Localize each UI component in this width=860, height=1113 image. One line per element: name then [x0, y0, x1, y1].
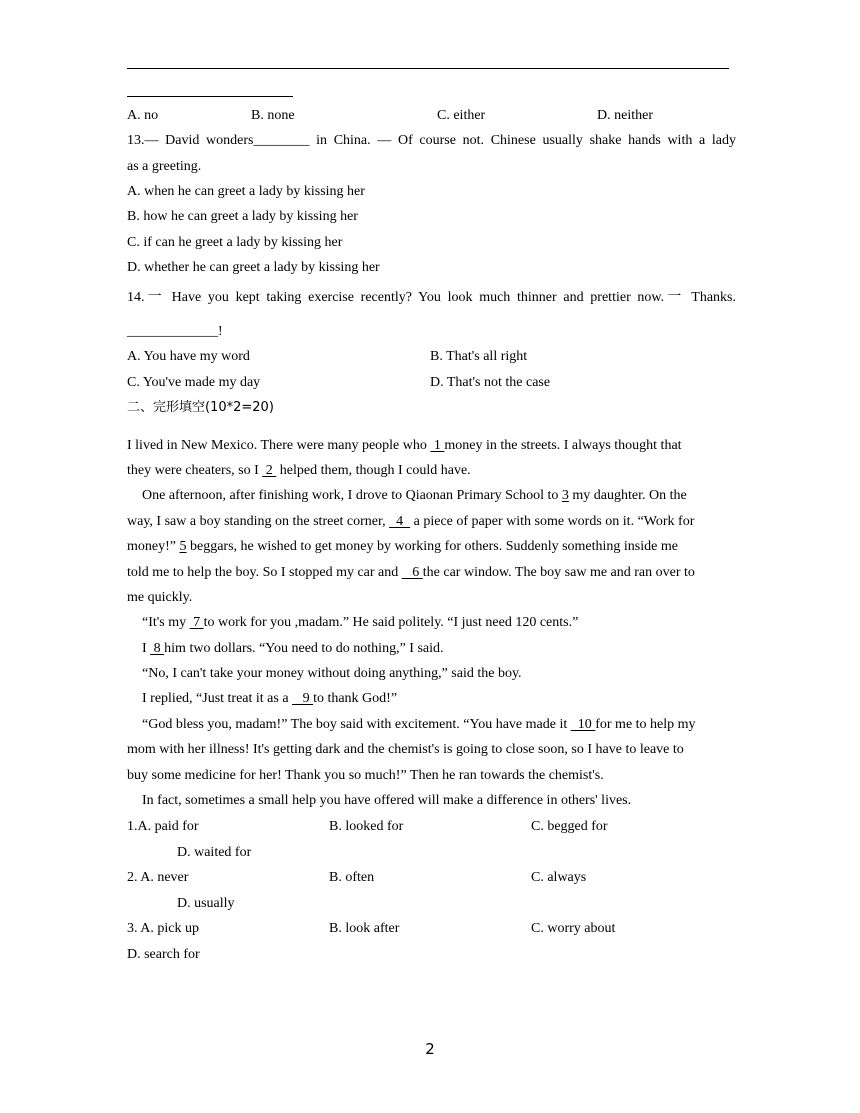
blank-9: 9	[292, 691, 314, 706]
cloze-3-option-b: B. look after	[329, 921, 400, 936]
q13-option-c: C. if can he greet a lady by kissing her	[127, 235, 343, 250]
cloze-1-option-d: D. waited for	[177, 845, 252, 860]
q12-option-d: D. neither	[597, 108, 653, 123]
cloze-3-option-a: 3. A. pick up	[127, 921, 199, 936]
q14-option-d: D. That's not the case	[430, 375, 551, 390]
passage-line-5: money!” 5 beggars, he wished to get money by working for others. Suddenly something inside me	[127, 539, 678, 554]
passage-line-7: me quickly.	[127, 590, 193, 605]
q13-option-a: A. when he can greet a lady by kissing her	[127, 184, 365, 199]
passage-line-2: they were cheaters, so I 2 helped them, though I could have.	[127, 463, 471, 478]
blank-7: 7	[189, 615, 204, 630]
cloze-1-option-a: 1.A. paid for	[127, 819, 199, 834]
blank-1: 1	[430, 438, 445, 453]
passage-line-6: told me to help the boy. So I stopped my car and 6 the car window. The boy saw me and ran over to	[127, 565, 695, 580]
passage-line-15: In fact, sometimes a small help you have offered will make a difference in others' lives.	[142, 793, 632, 808]
passage-line-13: mom with her illness! It's getting dark and the chemist's is going to close soon, so I have to leave to	[127, 742, 684, 757]
q13-stem: 13.— David wonders________ in China. — Of course not. Chinese usually shake hands with a lady	[127, 133, 736, 148]
q14-option-c: C. You've made my day	[127, 375, 261, 390]
cloze-2-option-c: C. always	[531, 870, 587, 885]
q12-option-a: A. no	[127, 108, 159, 123]
blank-10: 10	[570, 717, 596, 732]
cloze-3-option-c: C. worry about	[531, 921, 616, 936]
passage-line-1: I lived in New Mexico. There were many people who 1 money in the streets. I always thought that	[127, 438, 682, 453]
passage-line-11: I replied, “Just treat it as a 9 to thank God!”	[142, 691, 398, 706]
q14-option-a: A. You have my word	[127, 349, 250, 364]
page-number: 2	[425, 1040, 435, 1058]
q14-stem-blank: _____________!	[127, 324, 223, 339]
blank-5: 5	[179, 539, 187, 554]
cloze-1-option-c: C. begged for	[531, 819, 608, 834]
section-heading-cloze: 二、完形填空(10*2=20)	[127, 400, 274, 415]
blank-2: 2	[262, 463, 277, 478]
answer-line-short	[127, 96, 293, 97]
cloze-1-option-b: B. looked for	[329, 819, 404, 834]
passage-line-9: I 8 him two dollars. “You need to do nothing,” I said.	[142, 641, 444, 656]
passage-line-14: buy some medicine for her! Thank you so much!” Then he ran towards the chemist's.	[127, 768, 604, 783]
blank-4: 4	[389, 514, 411, 529]
q13-stem-cont: as a greeting.	[127, 159, 202, 174]
cloze-2-option-a: 2. A. never	[127, 870, 189, 885]
blank-6: 6	[401, 565, 423, 580]
passage-line-12: “God bless you, madam!” The boy said with excitement. “You have made it 10 for me to help my	[142, 717, 696, 732]
q13-option-b: B. how he can greet a lady by kissing her	[127, 209, 358, 224]
q13-option-d: D. whether he can greet a lady by kissing her	[127, 260, 380, 275]
q14-stem: 14.一 Have you kept taking exercise recently? You look much thinner and prettier now.一 Thanks.	[127, 290, 736, 305]
cloze-2-option-d: D. usually	[177, 896, 235, 911]
blank-3: 3	[561, 488, 569, 503]
passage-line-4: way, I saw a boy standing on the street corner, 4 a piece of paper with some words on it. “Work for	[127, 514, 695, 529]
q12-option-c: C. either	[437, 108, 486, 123]
answer-line-long	[127, 68, 729, 69]
q14-option-b: B. That's all right	[430, 349, 528, 364]
q12-option-b: B. none	[251, 108, 295, 123]
passage-line-8: “It's my 7 to work for you ,madam.” He said politely. “I just need 120 cents.”	[142, 615, 579, 630]
passage-line-3: One afternoon, after finishing work, I drove to Qiaonan Primary School to 3 my daughter. On the	[142, 488, 687, 503]
passage-line-10: “No, I can't take your money without doing anything,” said the boy.	[142, 666, 522, 681]
blank-8: 8	[150, 641, 165, 656]
cloze-2-option-b: B. often	[329, 870, 375, 885]
cloze-3-option-d: D. search for	[127, 947, 200, 962]
